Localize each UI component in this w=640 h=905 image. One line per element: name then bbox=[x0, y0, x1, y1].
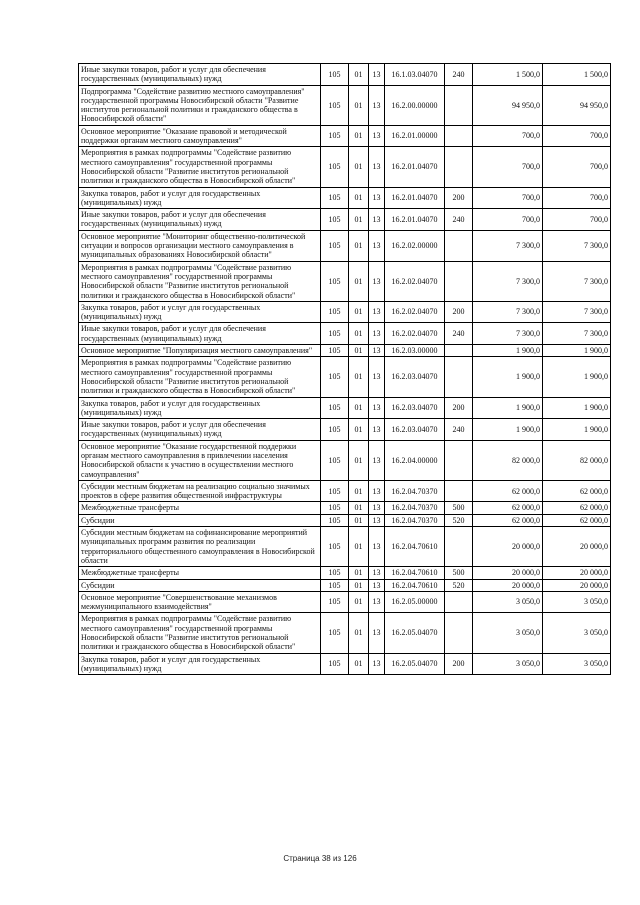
grbs-code-cell: 105 bbox=[321, 230, 349, 261]
amount-year1-cell: 62 000,0 bbox=[473, 480, 543, 502]
target-article-cell: 16.2.03.04070 bbox=[385, 397, 445, 419]
amount-year2-cell: 20 000,0 bbox=[543, 567, 611, 579]
row-name-cell: Межбюджетные трансферты bbox=[79, 567, 321, 579]
section-code-cell: 01 bbox=[349, 125, 369, 147]
target-article-cell: 16.2.02.04070 bbox=[385, 261, 445, 301]
section-code-cell: 01 bbox=[349, 514, 369, 526]
row-name-cell: Мероприятия в рамках подпрограммы "Содействие развитию местного самоуправления" государственной программы Новосибирской области "Развитие институтов региональной политики и гражданского общества в Новосибирской области" bbox=[79, 613, 321, 653]
expense-type-cell bbox=[445, 125, 473, 147]
row-name-cell: Закупка товаров, работ и услуг для государственных (муниципальных) нужд bbox=[79, 301, 321, 323]
table-row bbox=[79, 261, 611, 301]
table-row bbox=[79, 514, 611, 526]
grbs-code-cell: 105 bbox=[321, 85, 349, 125]
section-code-cell: 01 bbox=[349, 209, 369, 231]
section-code-cell: 01 bbox=[349, 323, 369, 345]
section-code-cell: 01 bbox=[349, 357, 369, 397]
row-name-cell: Субсидии местным бюджетам на реализацию социально значимых проектов в сфере развития общественной инфраструктуры bbox=[79, 480, 321, 502]
amount-year2-cell: 1 900,0 bbox=[543, 357, 611, 397]
grbs-code-cell: 105 bbox=[321, 502, 349, 514]
section-code-cell: 01 bbox=[349, 527, 369, 567]
section-code-cell: 01 bbox=[349, 64, 369, 86]
subsection-code-cell: 13 bbox=[369, 64, 385, 86]
target-article-cell: 16.2.04.70370 bbox=[385, 480, 445, 502]
table-row bbox=[79, 301, 611, 323]
amount-year2-cell: 3 050,0 bbox=[543, 613, 611, 653]
grbs-code-cell: 105 bbox=[321, 653, 349, 675]
section-code-cell: 01 bbox=[349, 567, 369, 579]
target-article-cell: 16.2.05.00000 bbox=[385, 591, 445, 613]
amount-year2-cell: 1 500,0 bbox=[543, 64, 611, 86]
section-code-cell: 01 bbox=[349, 345, 369, 357]
budget-table bbox=[78, 63, 611, 675]
expense-type-cell bbox=[445, 527, 473, 567]
section-code-cell: 01 bbox=[349, 419, 369, 441]
amount-year2-cell: 1 900,0 bbox=[543, 397, 611, 419]
expense-type-cell: 500 bbox=[445, 567, 473, 579]
amount-year2-cell: 62 000,0 bbox=[543, 502, 611, 514]
subsection-code-cell: 13 bbox=[369, 502, 385, 514]
amount-year1-cell: 1 500,0 bbox=[473, 64, 543, 86]
subsection-code-cell: 13 bbox=[369, 579, 385, 591]
target-article-cell: 16.2.01.04070 bbox=[385, 187, 445, 209]
table-row bbox=[79, 613, 611, 653]
amount-year2-cell: 7 300,0 bbox=[543, 301, 611, 323]
expense-type-cell: 520 bbox=[445, 579, 473, 591]
table-row bbox=[79, 480, 611, 502]
row-name-cell: Иные закупки товаров, работ и услуг для обеспечения государственных (муниципальных) нужд bbox=[79, 64, 321, 86]
table-row bbox=[79, 357, 611, 397]
section-code-cell: 01 bbox=[349, 440, 369, 480]
amount-year1-cell: 700,0 bbox=[473, 209, 543, 231]
target-article-cell: 16.2.00.00000 bbox=[385, 85, 445, 125]
section-code-cell: 01 bbox=[349, 147, 369, 187]
subsection-code-cell: 13 bbox=[369, 397, 385, 419]
amount-year2-cell: 7 300,0 bbox=[543, 230, 611, 261]
amount-year2-cell: 7 300,0 bbox=[543, 261, 611, 301]
table-row bbox=[79, 64, 611, 86]
amount-year2-cell: 700,0 bbox=[543, 187, 611, 209]
amount-year1-cell: 7 300,0 bbox=[473, 230, 543, 261]
section-code-cell: 01 bbox=[349, 613, 369, 653]
row-name-cell: Основное мероприятие "Совершенствование механизмов межмуниципального взаимодействия" bbox=[79, 591, 321, 613]
target-article-cell: 16.2.03.04070 bbox=[385, 419, 445, 441]
subsection-code-cell: 13 bbox=[369, 323, 385, 345]
amount-year1-cell: 700,0 bbox=[473, 147, 543, 187]
table-row bbox=[79, 85, 611, 125]
table-row bbox=[79, 567, 611, 579]
grbs-code-cell: 105 bbox=[321, 301, 349, 323]
expense-type-cell bbox=[445, 480, 473, 502]
grbs-code-cell: 105 bbox=[321, 567, 349, 579]
row-name-cell: Основное мероприятие "Мониторинг общественно-политической ситуации и вопросов организации местного самоуправления в муниципальных образованиях Новосибирской области" bbox=[79, 230, 321, 261]
subsection-code-cell: 13 bbox=[369, 357, 385, 397]
subsection-code-cell: 13 bbox=[369, 85, 385, 125]
target-article-cell: 16.2.04.70370 bbox=[385, 514, 445, 526]
subsection-code-cell: 13 bbox=[369, 514, 385, 526]
subsection-code-cell: 13 bbox=[369, 653, 385, 675]
expense-type-cell: 200 bbox=[445, 187, 473, 209]
grbs-code-cell: 105 bbox=[321, 261, 349, 301]
amount-year2-cell: 1 900,0 bbox=[543, 345, 611, 357]
row-name-cell: Субсидии bbox=[79, 579, 321, 591]
subsection-code-cell: 13 bbox=[369, 440, 385, 480]
amount-year1-cell: 94 950,0 bbox=[473, 85, 543, 125]
target-article-cell: 16.2.04.70610 bbox=[385, 579, 445, 591]
table-row bbox=[79, 209, 611, 231]
grbs-code-cell: 105 bbox=[321, 147, 349, 187]
amount-year2-cell: 1 900,0 bbox=[543, 419, 611, 441]
amount-year2-cell: 3 050,0 bbox=[543, 591, 611, 613]
amount-year1-cell: 3 050,0 bbox=[473, 653, 543, 675]
amount-year1-cell: 7 300,0 bbox=[473, 261, 543, 301]
amount-year2-cell: 3 050,0 bbox=[543, 653, 611, 675]
table-row bbox=[79, 419, 611, 441]
grbs-code-cell: 105 bbox=[321, 125, 349, 147]
amount-year1-cell: 1 900,0 bbox=[473, 345, 543, 357]
row-name-cell: Закупка товаров, работ и услуг для государственных (муниципальных) нужд bbox=[79, 653, 321, 675]
grbs-code-cell: 105 bbox=[321, 187, 349, 209]
row-name-cell: Иные закупки товаров, работ и услуг для обеспечения государственных (муниципальных) нужд bbox=[79, 323, 321, 345]
amount-year2-cell: 700,0 bbox=[543, 147, 611, 187]
grbs-code-cell: 105 bbox=[321, 64, 349, 86]
page-footer: Страница 38 из 126 bbox=[283, 854, 357, 863]
amount-year1-cell: 3 050,0 bbox=[473, 613, 543, 653]
expense-type-cell: 240 bbox=[445, 209, 473, 231]
amount-year1-cell: 20 000,0 bbox=[473, 567, 543, 579]
subsection-code-cell: 13 bbox=[369, 419, 385, 441]
table-row bbox=[79, 323, 611, 345]
amount-year1-cell: 7 300,0 bbox=[473, 323, 543, 345]
expense-type-cell bbox=[445, 613, 473, 653]
subsection-code-cell: 13 bbox=[369, 480, 385, 502]
amount-year2-cell: 700,0 bbox=[543, 125, 611, 147]
target-article-cell: 16.2.01.04070 bbox=[385, 209, 445, 231]
table-row bbox=[79, 502, 611, 514]
subsection-code-cell: 13 bbox=[369, 209, 385, 231]
amount-year2-cell: 20 000,0 bbox=[543, 527, 611, 567]
section-code-cell: 01 bbox=[349, 591, 369, 613]
target-article-cell: 16.2.05.04070 bbox=[385, 653, 445, 675]
subsection-code-cell: 13 bbox=[369, 591, 385, 613]
amount-year2-cell: 94 950,0 bbox=[543, 85, 611, 125]
grbs-code-cell: 105 bbox=[321, 397, 349, 419]
grbs-code-cell: 105 bbox=[321, 514, 349, 526]
expense-type-cell: 200 bbox=[445, 653, 473, 675]
subsection-code-cell: 13 bbox=[369, 567, 385, 579]
table-row bbox=[79, 125, 611, 147]
amount-year1-cell: 62 000,0 bbox=[473, 502, 543, 514]
amount-year1-cell: 7 300,0 bbox=[473, 301, 543, 323]
table-body bbox=[79, 64, 611, 675]
table-row bbox=[79, 579, 611, 591]
amount-year2-cell: 20 000,0 bbox=[543, 579, 611, 591]
amount-year1-cell: 700,0 bbox=[473, 125, 543, 147]
row-name-cell: Иные закупки товаров, работ и услуг для обеспечения государственных (муниципальных) нужд bbox=[79, 419, 321, 441]
target-article-cell: 16.2.04.70610 bbox=[385, 527, 445, 567]
section-code-cell: 01 bbox=[349, 230, 369, 261]
amount-year2-cell: 700,0 bbox=[543, 209, 611, 231]
amount-year1-cell: 1 900,0 bbox=[473, 357, 543, 397]
expense-type-cell: 200 bbox=[445, 301, 473, 323]
expense-type-cell: 240 bbox=[445, 419, 473, 441]
row-name-cell: Мероприятия в рамках подпрограммы "Содействие развитию местного самоуправления" государственной программы Новосибирской области "Развитие институтов региональной политики и гражданского общества в Новосибирской области" bbox=[79, 147, 321, 187]
expense-type-cell bbox=[445, 85, 473, 125]
section-code-cell: 01 bbox=[349, 653, 369, 675]
amount-year1-cell: 1 900,0 bbox=[473, 397, 543, 419]
section-code-cell: 01 bbox=[349, 85, 369, 125]
amount-year2-cell: 62 000,0 bbox=[543, 480, 611, 502]
amount-year1-cell: 3 050,0 bbox=[473, 591, 543, 613]
subsection-code-cell: 13 bbox=[369, 613, 385, 653]
grbs-code-cell: 105 bbox=[321, 345, 349, 357]
section-code-cell: 01 bbox=[349, 261, 369, 301]
grbs-code-cell: 105 bbox=[321, 579, 349, 591]
row-name-cell: Основное мероприятие "Популяризация местного самоуправления" bbox=[79, 345, 321, 357]
target-article-cell: 16.2.03.00000 bbox=[385, 345, 445, 357]
row-name-cell: Субсидии bbox=[79, 514, 321, 526]
section-code-cell: 01 bbox=[349, 480, 369, 502]
expense-type-cell: 240 bbox=[445, 64, 473, 86]
subsection-code-cell: 13 bbox=[369, 125, 385, 147]
table-row bbox=[79, 653, 611, 675]
row-name-cell: Мероприятия в рамках подпрограммы "Содействие развитию местного самоуправления" государственной программы Новосибирской области "Развитие институтов региональной политики и гражданского общества в Новосибирской области" bbox=[79, 357, 321, 397]
target-article-cell: 16.2.02.04070 bbox=[385, 323, 445, 345]
document-page bbox=[78, 63, 610, 675]
row-name-cell: Основное мероприятие "Оказание правовой и методической поддержки органам местного самоуправления" bbox=[79, 125, 321, 147]
target-article-cell: 16.2.03.04070 bbox=[385, 357, 445, 397]
subsection-code-cell: 13 bbox=[369, 345, 385, 357]
expense-type-cell: 200 bbox=[445, 397, 473, 419]
amount-year1-cell: 1 900,0 bbox=[473, 419, 543, 441]
table-row bbox=[79, 527, 611, 567]
amount-year1-cell: 20 000,0 bbox=[473, 579, 543, 591]
grbs-code-cell: 105 bbox=[321, 591, 349, 613]
table-row bbox=[79, 147, 611, 187]
amount-year1-cell: 82 000,0 bbox=[473, 440, 543, 480]
expense-type-cell: 500 bbox=[445, 502, 473, 514]
grbs-code-cell: 105 bbox=[321, 419, 349, 441]
table-row bbox=[79, 591, 611, 613]
expense-type-cell bbox=[445, 261, 473, 301]
subsection-code-cell: 13 bbox=[369, 527, 385, 567]
expense-type-cell bbox=[445, 357, 473, 397]
amount-year1-cell: 62 000,0 bbox=[473, 514, 543, 526]
grbs-code-cell: 105 bbox=[321, 440, 349, 480]
expense-type-cell bbox=[445, 440, 473, 480]
expense-type-cell bbox=[445, 230, 473, 261]
expense-type-cell bbox=[445, 345, 473, 357]
target-article-cell: 16.1.03.04070 bbox=[385, 64, 445, 86]
row-name-cell: Подпрограмма "Содействие развитию местного самоуправления" государственной программы Новосибирской области "Развитие институтов региональной политики и гражданского общества в Новосибирской области" bbox=[79, 85, 321, 125]
expense-type-cell bbox=[445, 591, 473, 613]
target-article-cell: 16.2.04.00000 bbox=[385, 440, 445, 480]
subsection-code-cell: 13 bbox=[369, 301, 385, 323]
amount-year2-cell: 82 000,0 bbox=[543, 440, 611, 480]
grbs-code-cell: 105 bbox=[321, 209, 349, 231]
row-name-cell: Закупка товаров, работ и услуг для государственных (муниципальных) нужд bbox=[79, 187, 321, 209]
subsection-code-cell: 13 bbox=[369, 187, 385, 209]
expense-type-cell: 520 bbox=[445, 514, 473, 526]
amount-year2-cell: 7 300,0 bbox=[543, 323, 611, 345]
row-name-cell: Межбюджетные трансферты bbox=[79, 502, 321, 514]
section-code-cell: 01 bbox=[349, 502, 369, 514]
grbs-code-cell: 105 bbox=[321, 480, 349, 502]
grbs-code-cell: 105 bbox=[321, 357, 349, 397]
expense-type-cell bbox=[445, 147, 473, 187]
section-code-cell: 01 bbox=[349, 187, 369, 209]
target-article-cell: 16.2.02.00000 bbox=[385, 230, 445, 261]
table-row bbox=[79, 440, 611, 480]
grbs-code-cell: 105 bbox=[321, 613, 349, 653]
section-code-cell: 01 bbox=[349, 579, 369, 591]
subsection-code-cell: 13 bbox=[369, 230, 385, 261]
grbs-code-cell: 105 bbox=[321, 323, 349, 345]
target-article-cell: 16.2.04.70370 bbox=[385, 502, 445, 514]
section-code-cell: 01 bbox=[349, 301, 369, 323]
section-code-cell: 01 bbox=[349, 397, 369, 419]
row-name-cell: Основное мероприятие "Оказание государственной поддержки органам местного самоуправления в привлечении населения Новосибирской области к участию в осуществлении местного самоуправления" bbox=[79, 440, 321, 480]
target-article-cell: 16.2.01.00000 bbox=[385, 125, 445, 147]
row-name-cell: Иные закупки товаров, работ и услуг для обеспечения государственных (муниципальных) нужд bbox=[79, 209, 321, 231]
target-article-cell: 16.2.04.70610 bbox=[385, 567, 445, 579]
table-row bbox=[79, 230, 611, 261]
amount-year1-cell: 20 000,0 bbox=[473, 527, 543, 567]
expense-type-cell: 240 bbox=[445, 323, 473, 345]
row-name-cell: Мероприятия в рамках подпрограммы "Содействие развитию местного самоуправления" государственной программы Новосибирской области "Развитие институтов региональной политики и гражданского общества в Новосибирской области" bbox=[79, 261, 321, 301]
target-article-cell: 16.2.01.04070 bbox=[385, 147, 445, 187]
row-name-cell: Закупка товаров, работ и услуг для государственных (муниципальных) нужд bbox=[79, 397, 321, 419]
target-article-cell: 16.2.02.04070 bbox=[385, 301, 445, 323]
table-row bbox=[79, 397, 611, 419]
amount-year2-cell: 62 000,0 bbox=[543, 514, 611, 526]
amount-year1-cell: 700,0 bbox=[473, 187, 543, 209]
grbs-code-cell: 105 bbox=[321, 527, 349, 567]
target-article-cell: 16.2.05.04070 bbox=[385, 613, 445, 653]
row-name-cell: Субсидии местным бюджетам на софинансирование мероприятий муниципальных программ развития по реализации территориального общественного самоуправления в Новосибирской области bbox=[79, 527, 321, 567]
table-row bbox=[79, 187, 611, 209]
table-row bbox=[79, 345, 611, 357]
subsection-code-cell: 13 bbox=[369, 147, 385, 187]
subsection-code-cell: 13 bbox=[369, 261, 385, 301]
